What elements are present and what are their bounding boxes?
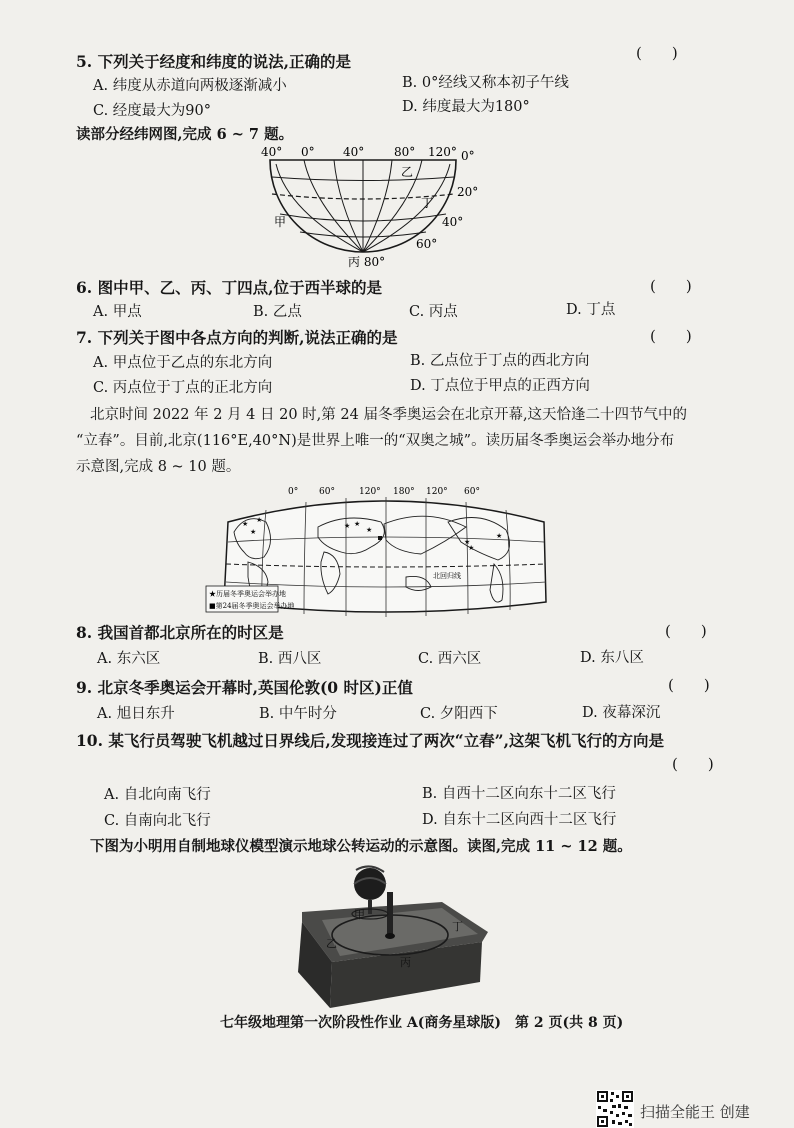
q5-option-c: C. 经度最大为90° [93, 103, 211, 119]
q10-option-b: B. 自西十二区向东十二区飞行 [422, 786, 616, 802]
world-top-label: 180° [393, 487, 415, 497]
svg-text:★: ★ [354, 520, 361, 528]
grid-top-label: 0° [301, 145, 315, 159]
point-yi: 乙 [401, 165, 414, 179]
svg-text:★: ★ [250, 528, 257, 536]
q6-option-b: B. 乙点 [253, 304, 302, 320]
q10-option-c: C. 自南向北飞行 [104, 813, 211, 829]
q6-option-d: D. 丁点 [566, 302, 616, 318]
q5-option-a: A. 纬度从赤道向两极逐渐减小 [93, 78, 287, 94]
q10-stem: 10. 某飞行员驾驶飞机越过日界线后,发现接连过了两次“立春”,这架飞机飞行的方向是 [76, 731, 664, 750]
q8-stem: 8. 我国首都北京所在的时区是 [76, 623, 284, 642]
q7-option-b: B. 乙点位于丁点的西北方向 [410, 353, 590, 369]
q6-option-c: C. 丙点 [409, 304, 458, 320]
q6-option-a: A. 甲点 [93, 304, 142, 320]
intro-6-7: 读部分经纬网图,完成 6 ~ 7 题。 [76, 126, 294, 143]
passage-line-1: 北京时间 2022 年 2 月 4 日 20 时,第 24 届冬季奥运会在北京开幕,这天恰逢二十四节气中的 [90, 407, 688, 423]
svg-text:★: ★ [344, 522, 351, 530]
world-top-label: 60° [319, 487, 335, 497]
grid-bottom-label: 丙 80° [348, 255, 386, 269]
winter-olympics-world-map [206, 482, 561, 617]
q10-option-d: D. 自东十二区向西十二区飞行 [422, 812, 617, 828]
q5-stem: 5. 下列关于经度和纬度的说法,正确的是 [76, 52, 351, 71]
svg-text:★: ★ [464, 538, 471, 546]
scanner-watermark: 扫描全能王 创建 [640, 1103, 750, 1121]
svg-text:★: ★ [468, 544, 475, 552]
q9-answer-paren: ( ) [668, 676, 710, 694]
grid-top-label: 0° [461, 149, 475, 163]
model-label-ding: 丁 [452, 920, 463, 933]
world-top-label: 0° [288, 487, 299, 497]
grid-right-label: 20° [457, 185, 479, 199]
q9-option-d: D. 夜幕深沉 [582, 705, 661, 721]
world-top-label: 120° [359, 487, 381, 497]
world-top-label: 60° [464, 487, 480, 497]
svg-text:★: ★ [256, 516, 263, 524]
q10-answer-paren: ( ) [672, 755, 714, 773]
grid-top-label: 40° [261, 145, 283, 159]
model-label-yi: 乙 [326, 937, 337, 950]
svg-text:★: ★ [242, 520, 249, 528]
grid-right-label: 60° [416, 237, 438, 251]
qr-code-icon [596, 1090, 634, 1128]
latlong-grid-map [258, 142, 478, 267]
grid-top-label: 120° [428, 145, 457, 159]
passage-line-2: “立春”。目前,北京(116°E,40°N)是世界上唯一的“双奥之城”。读历届冬季奥运会举办地分布 [76, 433, 675, 449]
intro-11-12: 下图为小明用自制地球仪模型演示地球公转运动的示意图。读图,完成 11 ~ 12 题。 [90, 838, 632, 855]
tropic-label: 北回归线 [433, 572, 461, 580]
q8-option-c: C. 西六区 [418, 651, 482, 667]
q8-answer-paren: ( ) [665, 622, 707, 640]
q6-answer-paren: ( ) [650, 277, 692, 295]
q8-option-d: D. 东八区 [580, 650, 644, 666]
q9-option-b: B. 中午时分 [259, 706, 337, 722]
grid-top-label: 40° [343, 145, 365, 159]
q7-option-d: D. 丁点位于甲点的正西方向 [410, 378, 590, 394]
point-ding: 丁 [421, 196, 434, 210]
legend-past-hosts: ★历届冬季奥运会举办地 [209, 590, 286, 598]
page-footer: 七年级地理第一次阶段性作业 A(商务星球版) 第 2 页(共 8 页) [220, 1015, 624, 1031]
passage [76, 402, 716, 480]
q10-option-a: A. 自北向南飞行 [104, 787, 211, 803]
point-jia: 甲 [274, 215, 287, 229]
q9-option-c: C. 夕阳西下 [420, 706, 498, 722]
q5-answer-paren: ( ) [636, 44, 678, 62]
model-label-bing: 丙 [400, 956, 411, 969]
svg-text:★: ★ [496, 532, 503, 540]
q7-stem: 7. 下列关于图中各点方向的判断,说法正确的是 [76, 328, 398, 347]
globe-revolution-model [292, 862, 492, 1010]
q5-option-b: B. 0°经线又称本初子午线 [402, 75, 569, 91]
q6-stem: 6. 图中甲、乙、丙、丁四点,位于西半球的是 [76, 278, 382, 297]
world-top-label: 120° [426, 487, 448, 497]
q5-option-d: D. 纬度最大为180° [402, 99, 530, 115]
q8-option-b: B. 西八区 [258, 651, 322, 667]
q7-answer-paren: ( ) [650, 327, 692, 345]
grid-top-label: 80° [394, 145, 416, 159]
model-label-jia: 甲 [354, 908, 365, 921]
q9-stem: 9. 北京冬季奥运会开幕时,英国伦敦(0 时区)正值 [76, 678, 413, 697]
grid-right-label: 40° [442, 215, 464, 229]
svg-text:★: ★ [366, 526, 373, 534]
passage-line-3: 示意图,完成 8 ~ 10 题。 [76, 459, 241, 475]
q7-option-c: C. 丙点位于丁点的正北方向 [93, 380, 273, 396]
q8-option-a: A. 东六区 [97, 651, 161, 667]
legend-24th-host: ■第24届冬季奥运会举办地 [209, 602, 295, 610]
q7-option-a: A. 甲点位于乙点的东北方向 [93, 355, 273, 371]
q9-option-a: A. 旭日东升 [97, 706, 175, 722]
